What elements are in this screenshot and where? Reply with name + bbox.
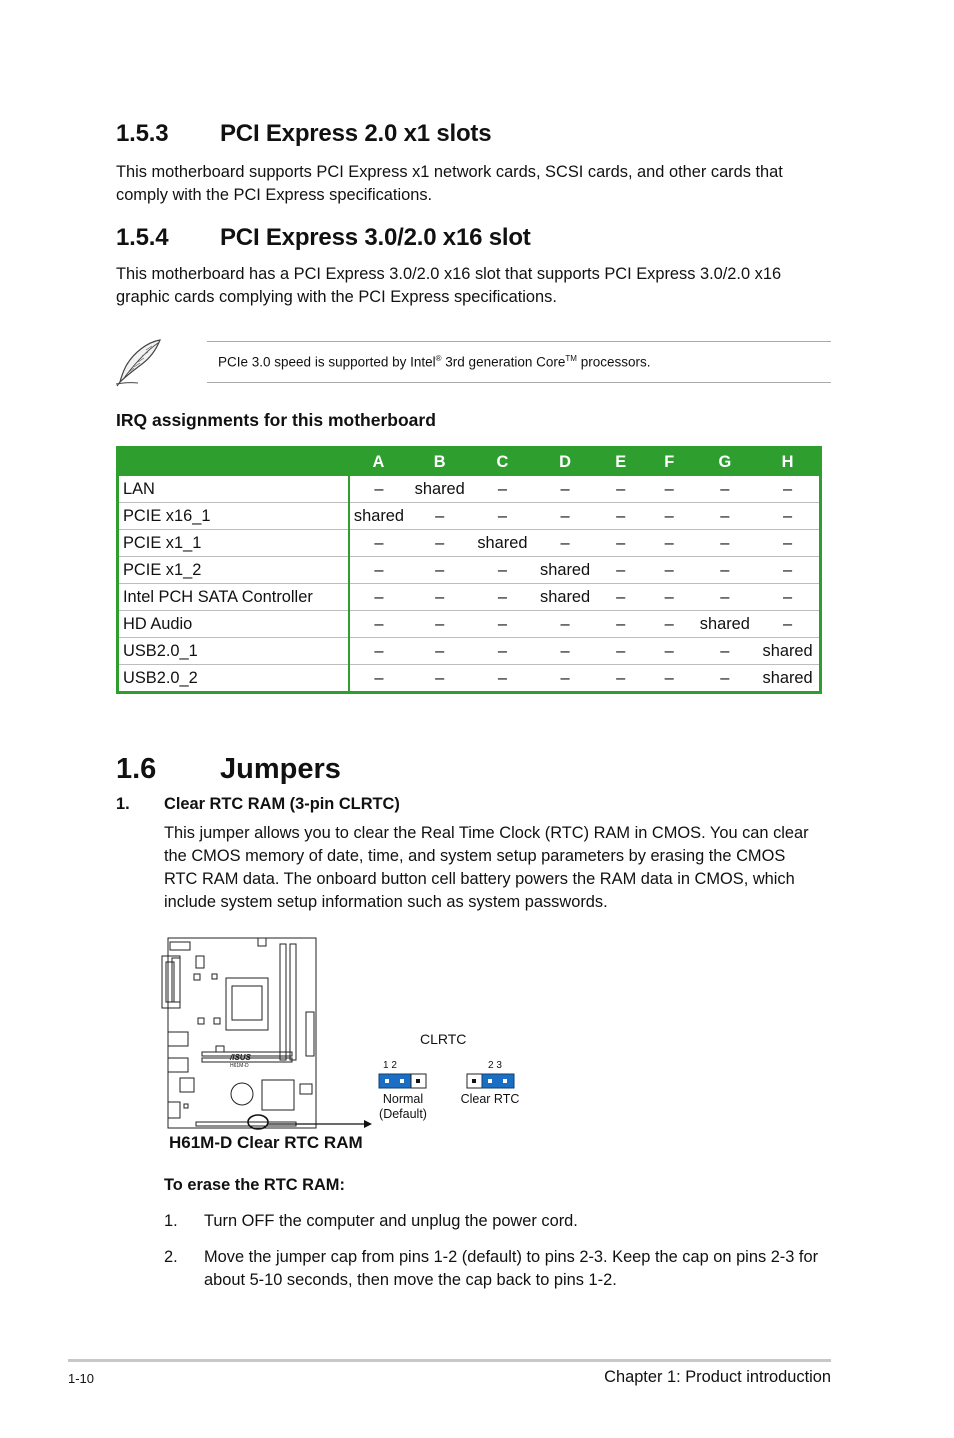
irq-cell: – — [596, 638, 645, 665]
item-body: This jumper allows you to clear the Real Time Clock (RTC) RAM in CMOS. You can clear the CMOS memory of date, time, and system setup parameters by erasing the CMOS RTC RAM data. The onboard button cell battery powers the RAM data in CMOS, which include system setup information such as system passwords. — [164, 824, 809, 911]
irq-cell: – — [408, 530, 471, 557]
note-text: PCIe 3.0 speed is supported by Intel® 3rd generation Core™ processors. — [218, 354, 651, 370]
irq-cell: – — [349, 584, 409, 611]
irq-cell: – — [596, 476, 645, 503]
section-body: This motherboard has a PCI Express 3.0/2.0 x16 slot that supports PCI Express 3.0/2.0 x16 graphic cards complying with the PCI Express specifications. — [116, 265, 782, 306]
irq-cell: – — [693, 476, 756, 503]
irq-cell: – — [596, 530, 645, 557]
irq-cell: – — [471, 611, 534, 638]
irq-cell: – — [349, 530, 409, 557]
item-number: 1. — [116, 795, 130, 813]
irq-cell: – — [408, 584, 471, 611]
irq-row — [118, 611, 821, 638]
irq-cell: – — [349, 611, 409, 638]
board-model-text: H61M-D — [230, 1063, 249, 1069]
irq-cell: – — [471, 557, 534, 584]
irq-table — [116, 446, 822, 694]
irq-cell: – — [596, 503, 645, 530]
irq-cell: – — [534, 638, 597, 665]
step-number: 2. — [164, 1248, 178, 1266]
section-number: 1.5.4 — [116, 224, 169, 251]
irq-table-body — [118, 476, 821, 693]
irq-row-name: USB2.0_2 — [118, 665, 349, 693]
irq-cell: shared — [534, 584, 597, 611]
irq-row-name: LAN — [118, 476, 349, 503]
irq-row — [118, 638, 821, 665]
irq-cell: shared — [349, 503, 409, 530]
irq-column-header: C — [471, 448, 534, 477]
irq-cell: – — [616, 668, 626, 687]
irq-cell: – — [408, 503, 471, 530]
irq-column-header: G — [693, 448, 756, 477]
irq-cell: – — [756, 584, 820, 611]
irq-cell: – — [756, 476, 820, 503]
irq-cell: – — [471, 638, 534, 665]
irq-cell: – — [435, 668, 445, 687]
irq-row-name: Intel PCH SATA Controller — [118, 584, 349, 611]
irq-cell: – — [693, 503, 756, 530]
normal-label: Normal — [382, 1092, 424, 1106]
irq-cell: – — [408, 638, 471, 665]
irq-cell: shared — [756, 638, 820, 665]
irq-cell: – — [349, 557, 409, 584]
irq-row — [118, 665, 821, 693]
irq-cell: – — [349, 638, 409, 665]
section-heading-1-6 — [116, 753, 341, 786]
irq-cell: – — [645, 503, 694, 530]
section-title: Jumpers — [220, 753, 341, 785]
irq-cell: – — [693, 557, 756, 584]
irq-row-name: PCIE x1_2 — [118, 557, 349, 584]
irq-column-header: E — [596, 448, 645, 477]
irq-cell: – — [471, 584, 534, 611]
irq-cell: shared — [534, 557, 597, 584]
section-title: PCI Express 2.0 x1 slots — [220, 120, 492, 147]
irq-cell: – — [471, 476, 534, 503]
irq-cell: – — [693, 530, 756, 557]
irq-cell: – — [349, 476, 409, 503]
irq-cell: – — [756, 503, 820, 530]
irq-cell: – — [645, 638, 694, 665]
step-text: Move the jumper cap from pins 1-2 (default) to pins 2-3. Keep the cap on pins 2-3 for about 5-10 seconds, then move the cap back to pins 1-2. — [204, 1248, 819, 1289]
irq-row — [118, 503, 821, 530]
irq-column-header: A — [349, 448, 409, 477]
item-title: Clear RTC RAM (3-pin CLRTC) — [164, 795, 400, 813]
irq-cell: – — [471, 503, 534, 530]
irq-cell: – — [534, 476, 597, 503]
irq-cell: – — [497, 668, 507, 687]
section-number: 1.5.3 — [116, 120, 169, 147]
irq-cell: – — [596, 611, 645, 638]
figure-caption: H61M-D Clear RTC RAM — [169, 1133, 363, 1152]
board-brand-text: /ISUS — [230, 1053, 251, 1062]
irq-cell: – — [534, 611, 597, 638]
irq-row-name: USB2.0_1 — [118, 638, 349, 665]
section-title: PCI Express 3.0/2.0 x16 slot — [220, 224, 531, 251]
irq-cell: shared — [762, 668, 813, 687]
irq-cell: – — [408, 557, 471, 584]
irq-cell: – — [596, 557, 645, 584]
irq-cell: – — [693, 638, 756, 665]
irq-cell: – — [756, 530, 820, 557]
irq-cell: – — [560, 668, 570, 687]
irq-row-name: PCIE x16_1 — [118, 503, 349, 530]
irq-row — [118, 584, 821, 611]
jumper-normal-diagram — [378, 1072, 428, 1090]
section-body: This motherboard supports PCI Express x1 network cards, SCSI cards, and other cards that comply with the PCI Express specifications. — [116, 163, 783, 204]
irq-column-header: F — [645, 448, 694, 477]
irq-column-header: B — [408, 448, 471, 477]
irq-cell: shared — [693, 611, 756, 638]
irq-row-name: PCIE x1_1 — [118, 530, 349, 557]
irq-row — [118, 557, 821, 584]
chapter-title: Chapter 1: Product introduction — [604, 1368, 831, 1386]
irq-row — [118, 476, 821, 503]
irq-cell: – — [645, 530, 694, 557]
irq-cell: – — [534, 530, 597, 557]
irq-cell: – — [596, 584, 645, 611]
irq-row-name: HD Audio — [118, 611, 349, 638]
page-number: 1-10 — [68, 1371, 95, 1386]
clear-rtc-caption: Clear RTC — [460, 1092, 520, 1106]
irq-cell: – — [374, 668, 384, 687]
irq-cell: – — [645, 611, 694, 638]
irq-header-corner — [118, 448, 349, 477]
irq-cell: shared — [408, 476, 471, 503]
irq-cell: – — [645, 476, 694, 503]
note-box — [207, 341, 831, 383]
irq-cell: – — [756, 611, 820, 638]
irq-cell: – — [664, 668, 674, 687]
step-text: Turn OFF the computer and unplug the power cord. — [204, 1212, 578, 1230]
irq-cell: – — [645, 557, 694, 584]
normal-caption — [370, 1092, 436, 1122]
pins-clear-label: 2 3 — [488, 1060, 502, 1071]
jumper-clear-diagram — [466, 1072, 516, 1090]
irq-row — [118, 530, 821, 557]
section-heading-1-5-4 — [116, 224, 531, 252]
irq-cell: – — [720, 668, 730, 687]
irq-header-row — [118, 448, 821, 477]
section-number: 1.6 — [116, 753, 157, 785]
clrtc-label: CLRTC — [420, 1031, 467, 1047]
normal-sub-label: (Default) — [379, 1107, 427, 1121]
step-number: 1. — [164, 1212, 178, 1230]
section-heading-1-5-3 — [116, 120, 491, 148]
steps-title: To erase the RTC RAM: — [164, 1176, 345, 1194]
motherboard-diagram — [160, 934, 376, 1134]
footer-rule — [68, 1359, 831, 1362]
irq-cell: – — [534, 503, 597, 530]
irq-cell: shared — [471, 530, 534, 557]
irq-cell: – — [693, 584, 756, 611]
irq-cell: – — [756, 557, 820, 584]
irq-table-title: IRQ assignments for this motherboard — [116, 410, 436, 430]
irq-cell: – — [408, 611, 471, 638]
feather-pen-icon — [112, 336, 166, 388]
pins-normal-label: 1 2 — [383, 1060, 397, 1071]
irq-column-header: D — [534, 448, 597, 477]
irq-column-header: H — [756, 448, 820, 477]
irq-cell: – — [645, 584, 694, 611]
